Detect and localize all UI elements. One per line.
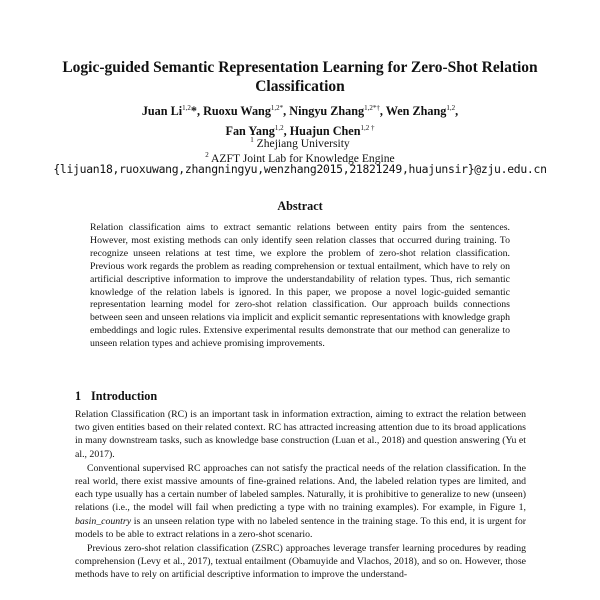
affiliation-mark: 1 bbox=[250, 136, 254, 144]
body-paragraph: Previous zero-shot relation classification (ZSRC) approaches leverage transfer learning procedures by reading comprehension (Levy et al., 2017), textual entailment (Obamuyide and Vlachos, 2018), and so on. However, those methods have to rely on artificial descriptive information to improve the understand- bbox=[75, 543, 526, 581]
author-marks: 1,2 bbox=[446, 104, 456, 112]
paper-title: Logic-guided Semantic Representation Learning for Zero-Shot Relation Classification bbox=[62, 59, 538, 95]
author-name: Fan Yang bbox=[225, 124, 275, 139]
section-title: Introduction bbox=[91, 389, 158, 403]
affiliation-text: Zhejiang University bbox=[256, 136, 350, 150]
author-name: Huajun Chen bbox=[289, 124, 361, 139]
author-separator: , bbox=[283, 104, 290, 119]
author-marks: 1,2*† bbox=[364, 104, 380, 112]
author-marks: 1,2* bbox=[270, 104, 284, 112]
body-paragraph bbox=[75, 462, 526, 541]
section-heading bbox=[75, 389, 157, 404]
author-emails: {lijuan18,ruoxuwang,zhangningyu,wenzhang2015,21821249,huajunsir}@zju.edu.cn bbox=[53, 162, 547, 176]
author-marks: 1,2 † bbox=[360, 124, 375, 133]
paragraph-text: Conventional supervised RC approaches can not satisfy the practical needs of the relation classification. In the real world, there exist massive amounts of fine-grained relations. And, the labeled relation types are limited, and each type usually has a certain number of labeled samples. Naturally, it is prohibitive to generalize to new (unseen) relations (i.e., the model will fail when predicting a type with no training examples). For example, in Figure 1, bbox=[75, 462, 526, 514]
abstract-text: Relation classification aims to extract semantic relations between entity pairs from the sentences. However, most existing methods can only identify seen relation classes that occurred during training. To recognize unseen relations at test time, we explore the problem of zero-shot relation classification. Previous work regards the problem as reading comprehension or textual entailment, which have to rely on artificial descriptive information to improve the understandability of relation types. Thus, rich semantic knowledge of the relation labels is ignored. In this paper, we propose a novel logic-guided semantic representation learning model for zero-shot relation classification. Our approach builds connections between seen and unseen relations via implicit and explicit semantic representations with knowledge graph embeddings and logic rules. Extensive experimental results demonstrate that our method can generalize to unseen relation types and achieve promising improvements. bbox=[90, 222, 510, 350]
author-marks: 1,2 bbox=[182, 104, 191, 112]
author-separator: , bbox=[283, 124, 290, 139]
author-name: Wen Zhang bbox=[385, 104, 447, 119]
affiliation-text: AZFT Joint Lab for Knowledge Engine bbox=[211, 151, 395, 165]
paragraph-text: is an unseen relation type with no labeled sentence in the training stage. To this end, it is urgent for models to be able to extract relations in a zero-shot scenario. bbox=[75, 515, 526, 540]
affiliation-mark: 2 bbox=[205, 151, 209, 159]
author-separator: , bbox=[455, 104, 459, 119]
author-name: Ningyu Zhang bbox=[289, 104, 365, 119]
body-paragraph: Relation Classification (RC) is an important task in information extraction, aiming to extract the relation between two given entities based on their related context. RC has attracted increasing attention due to its broad applications in many downstream tasks, such as knowledge base construction (Luan et al., 2018) and question answering (Yu et al., 2017). bbox=[75, 409, 526, 460]
author-marks: 1,2 bbox=[274, 124, 284, 133]
author-separator: *, bbox=[190, 104, 204, 119]
abstract-heading: Abstract bbox=[277, 199, 323, 213]
author-name: Ruoxu Wang bbox=[203, 104, 271, 119]
author-name: Juan Li bbox=[141, 104, 183, 119]
relation-name: basin_country bbox=[75, 515, 132, 527]
author-separator: , bbox=[379, 104, 386, 119]
section-number: 1 bbox=[75, 389, 82, 403]
section-body bbox=[75, 408, 526, 582]
